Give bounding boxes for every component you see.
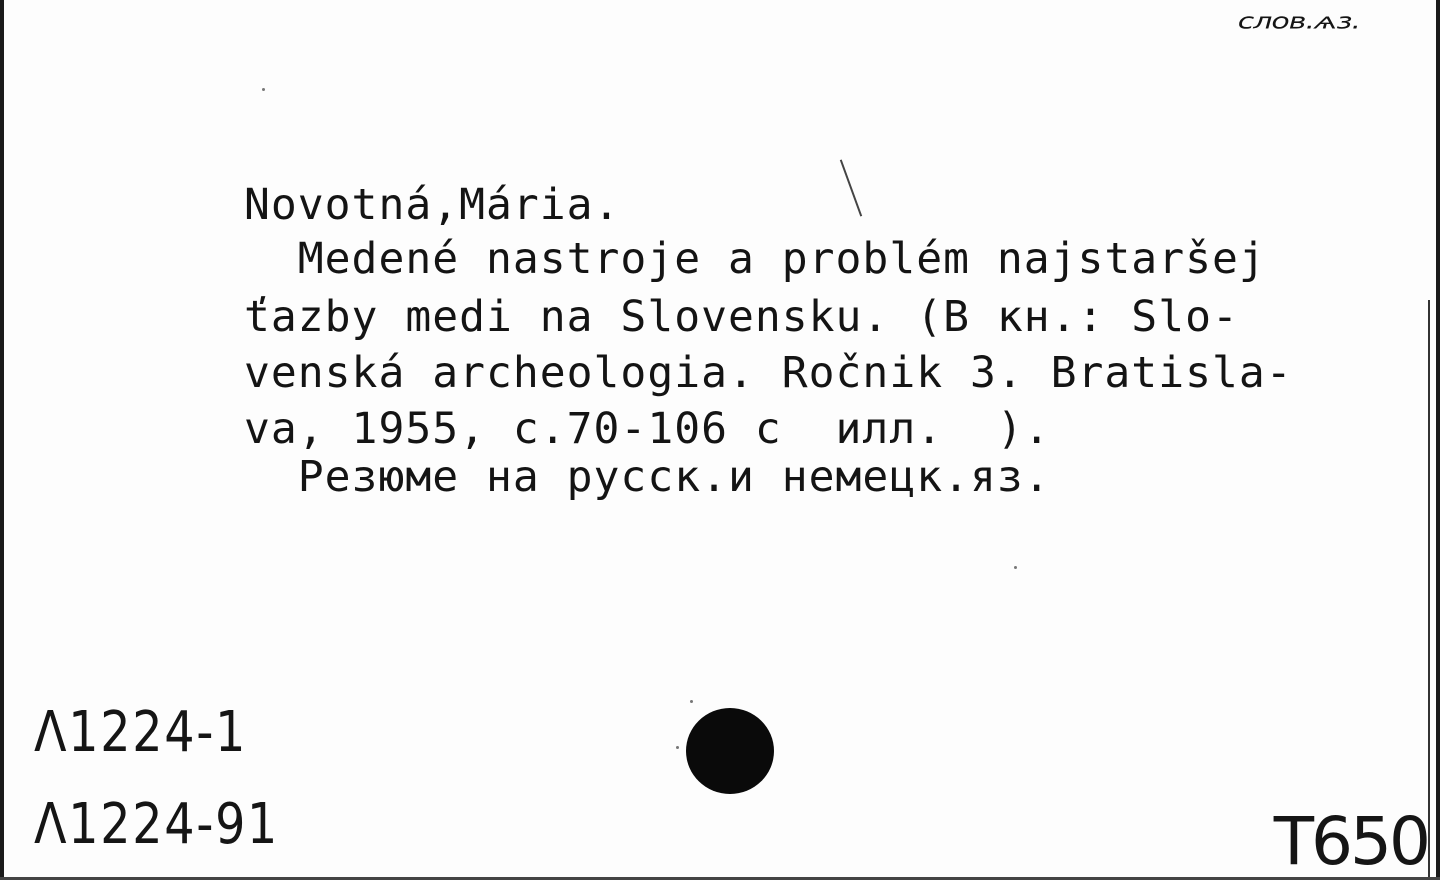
punch-hole bbox=[686, 708, 774, 794]
speck bbox=[262, 88, 265, 91]
speck bbox=[676, 746, 679, 749]
call-number-1: Λ1224-1 bbox=[34, 700, 248, 765]
body-line-3: venská archeologia. Ročnik 3. Bratisla- bbox=[244, 348, 1293, 398]
scan-edge-right bbox=[1436, 0, 1440, 880]
top-right-handwritten-note: слов.ѧз. bbox=[1237, 8, 1360, 35]
speck bbox=[1014, 566, 1017, 569]
stray-pen-mark bbox=[840, 159, 862, 216]
call-number-2: Λ1224-91 bbox=[34, 792, 280, 857]
speck bbox=[690, 700, 693, 703]
body-line-1: Medené nastroje a problém najstaršej bbox=[244, 234, 1266, 284]
bottom-right-code: T650 bbox=[1273, 803, 1428, 880]
scan-edge-right-inner bbox=[1428, 300, 1430, 880]
scan-edge-left bbox=[0, 0, 4, 880]
author-heading: Novotná,Mária. bbox=[244, 180, 621, 230]
body-line-5: Резюме на русск.и немецк.яз. bbox=[244, 452, 1051, 502]
body-line-2: ťazby medi na Slovensku. (В кн.: Slo- bbox=[244, 292, 1239, 342]
body-line-4: va, 1955, с.70-106 с илл. ). bbox=[244, 404, 1051, 454]
